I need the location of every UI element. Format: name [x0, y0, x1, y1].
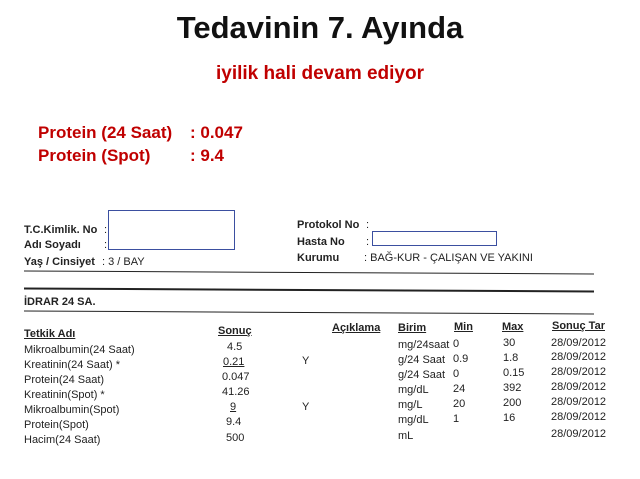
col-header-date: Sonuç Tar	[552, 320, 605, 332]
row-date: 28/09/2012	[551, 396, 607, 408]
row-date: 28/09/2012	[551, 411, 607, 423]
redaction-box-id	[108, 210, 235, 250]
row-flag: Y	[302, 401, 310, 413]
tc-colon: :	[104, 224, 108, 236]
row-min: 1	[453, 413, 460, 425]
row-max: 1.8	[503, 352, 519, 364]
slide-title: Tedavinin 7. Ayında	[176, 10, 464, 45]
summary-value: : 9.4	[190, 146, 225, 165]
row-result: 9	[230, 401, 237, 413]
col-header-unit: Birim	[398, 322, 427, 334]
redaction-box-patient	[372, 231, 497, 246]
row-min: 24	[453, 383, 466, 395]
row-unit: mg/dL	[398, 384, 429, 396]
row-max: 200	[503, 397, 522, 409]
row-result: 0.21	[223, 356, 245, 368]
col-header-result: Sonuç	[218, 325, 252, 337]
col-header-max: Max	[502, 321, 524, 333]
col-header-min: Min	[454, 321, 473, 333]
row-max: 392	[503, 382, 522, 394]
summary-value: : 0.047	[190, 123, 243, 142]
row-max: 30	[503, 337, 516, 349]
age-label: Yaş / Cinsiyet	[24, 256, 95, 268]
row-unit: mL	[398, 430, 414, 442]
name-label: Adı Soyadı	[24, 239, 81, 251]
row-result: 41.26	[222, 386, 250, 398]
summary-label: Protein (24 Saat)	[38, 123, 173, 142]
protocol-colon: :	[366, 219, 370, 231]
row-min: 0	[453, 338, 460, 350]
row-result: 500	[226, 432, 245, 444]
row-unit: mg/24saat	[398, 339, 450, 351]
row-test: Kreatinin(Spot) *	[24, 389, 105, 401]
row-flag: Y	[302, 355, 310, 367]
row-max: 16	[503, 412, 516, 424]
row-test: Protein(Spot)	[24, 419, 89, 431]
row-unit: mg/dL	[398, 414, 429, 426]
slide-subtitle: iyilik hali devam ediyor	[215, 63, 425, 84]
protocol-label: Protokol No	[297, 219, 360, 231]
row-unit: mg/L	[398, 399, 423, 411]
institution-value: : BAĞ-KUR - ÇALIŞAN VE YAKINI	[364, 252, 533, 264]
row-date: 28/09/2012	[551, 428, 607, 440]
row-test: Protein(24 Saat)	[24, 374, 105, 386]
row-max: 0.15	[503, 367, 525, 379]
row-test: Kreatinin(24 Saat) *	[24, 359, 120, 371]
row-min: 0.9	[453, 353, 469, 365]
row-test: Mikroalbumin(Spot)	[24, 404, 120, 416]
row-date: 28/09/2012	[551, 381, 607, 393]
header-rule	[24, 271, 594, 275]
institution-label: Kurumu	[297, 252, 340, 264]
row-unit: g/24 Saat	[398, 369, 446, 381]
name-colon: :	[104, 239, 108, 251]
section-rule-bottom	[24, 311, 594, 315]
section-title: İDRAR 24 SA.	[24, 296, 96, 308]
age-value: : 3 / BAY	[102, 256, 145, 268]
row-date: 28/09/2012	[551, 366, 607, 378]
row-date: 28/09/2012	[551, 351, 607, 363]
row-result: 4.5	[227, 341, 243, 353]
col-header-test: Tetkik Adı	[24, 328, 76, 340]
patient-no-label: Hasta No	[297, 236, 345, 248]
tc-label: T.C.Kimlik. No	[24, 224, 98, 236]
row-result: 0.047	[222, 371, 250, 383]
row-min: 0	[453, 368, 460, 380]
row-date: 28/09/2012	[551, 337, 607, 349]
row-min: 20	[453, 398, 466, 410]
patient-no-colon: :	[366, 236, 370, 248]
row-unit: g/24 Saat	[398, 354, 446, 366]
col-header-note: Açıklama	[332, 322, 381, 334]
row-result: 9.4	[226, 416, 242, 428]
row-test: Mikroalbumin(24 Saat)	[24, 344, 135, 356]
summary-label: Protein (Spot)	[38, 146, 151, 165]
section-rule-top	[24, 288, 594, 293]
row-test: Hacim(24 Saat)	[24, 434, 101, 446]
